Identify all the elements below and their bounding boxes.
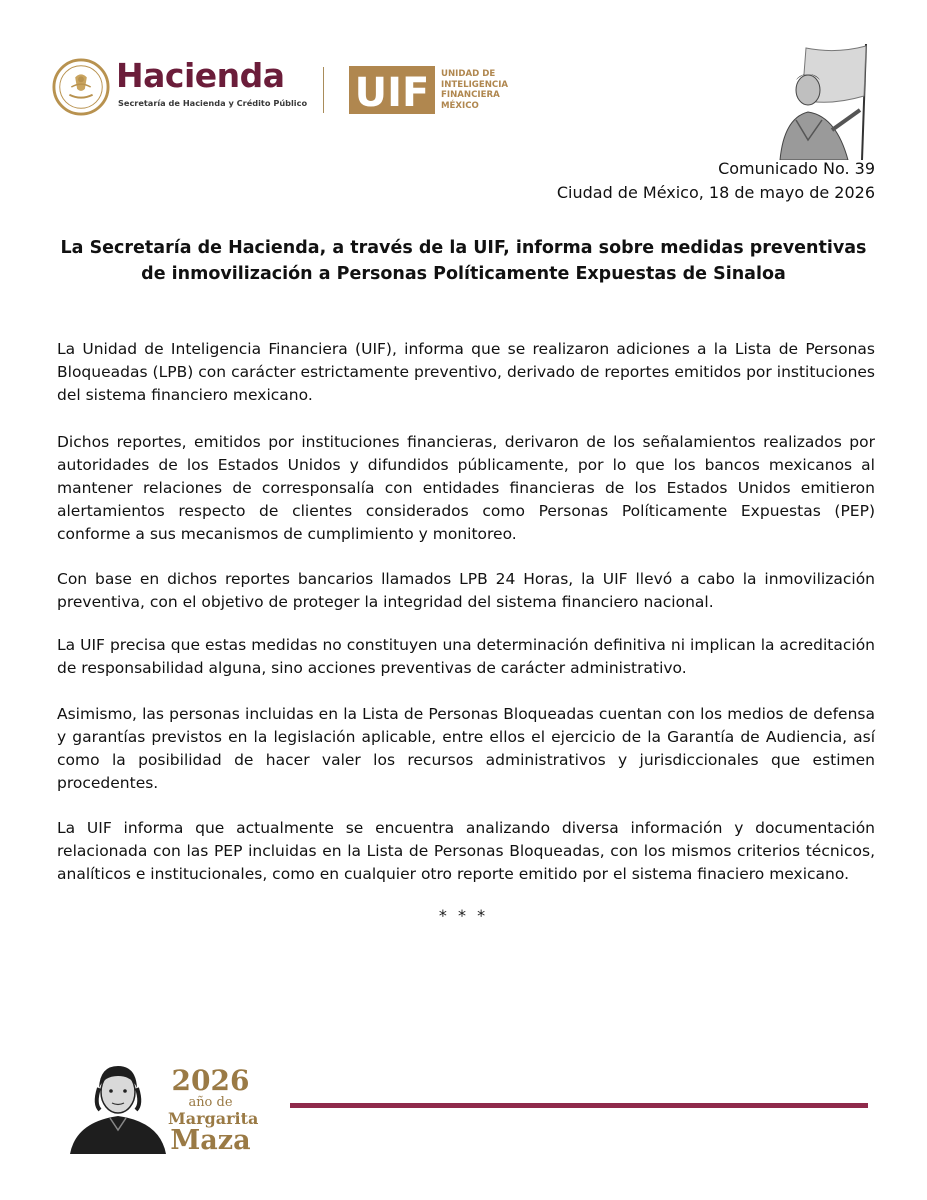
body-paragraph: Con base en dichos reportes bancarios llamados LPB 24 Horas, la UIF llevó a cabo la inmovilización preventiva, con el objetivo de proteger la integridad del sistema financiero nacional. <box>57 570 875 611</box>
document-meta <box>557 157 875 205</box>
section-separator: * * * <box>438 906 489 925</box>
document-title <box>52 235 875 287</box>
body-paragraph: Dichos reportes, emitidos por instituciones financieras, derivaron de los señalamientos realizados por autoridades de los Estados Unidos y difundidos públicamente, por lo que los bancos mexicanos al mantener relaciones de corresponsalía con entidades financieras de los Estados Unidos emitieron alertamientos respecto de clientes considerados como Personas Políticamente Expuestas (PEP) conforme a sus mecanismos de cumplimiento y monitoreo. <box>57 433 875 543</box>
uif-line: MÉXICO <box>441 100 479 111</box>
uif-line: INTELIGENCIA <box>441 79 509 90</box>
header-divider <box>323 67 324 113</box>
year-number: 2026 <box>171 1064 250 1097</box>
body-paragraph: La Unidad de Inteligencia Financiera (UIF), informa que se realizaron adiciones a la Lista de Personas Bloqueadas (LPB) con carácter estrictamente preventivo, derivado de reportes emitidos por instituciones del sistema financiero mexicano. <box>57 340 875 404</box>
flag-bearer-illustration <box>766 40 878 160</box>
footer-rule <box>290 1103 868 1108</box>
title-line: La Secretaría de Hacienda, a través de la UIF, informa sobre medidas preventivas <box>60 238 867 258</box>
hacienda-logo-text: Hacienda <box>116 56 285 95</box>
comunicado-number: Comunicado No. 39 <box>718 159 875 178</box>
national-seal-icon <box>52 58 110 116</box>
hacienda-subtitle: Secretaría de Hacienda y Crédito Público <box>118 98 308 108</box>
uif-description <box>441 69 508 111</box>
uif-line: UNIDAD DE <box>441 69 496 79</box>
honoree-first-name: Margarita <box>168 1109 259 1128</box>
title-line: de inmovilización a Personas Políticamente Expuestas de Sinaloa <box>141 264 786 284</box>
honoree-last-name: Maza <box>170 1125 251 1156</box>
body-paragraph: Asimismo, las personas incluidas en la Lista de Personas Bloqueadas cuentan con los medios de defensa y garantías previstos en la legislación aplicable, entre ellos el ejercicio de la Garantía de Audiencia, así como la posibilidad de hacer valer los recursos administrativos y jurisdiccionales que estimen procedentes. <box>57 705 875 792</box>
year-logo <box>168 1064 259 1156</box>
uif-acronym: UIF <box>354 70 430 114</box>
year-of-label: año de <box>188 1095 233 1110</box>
body-paragraph: La UIF precisa que estas medidas no constituyen una determinación definitiva ni implican la acreditación de responsabilidad alguna, sino acciones preventivas de carácter administrativo. <box>57 636 875 677</box>
place-date: Ciudad de México, 18 de mayo de 2026 <box>556 183 875 202</box>
body-paragraph: La UIF informa que actualmente se encuentra analizando diversa información y documentación relacionada con las PEP incluidas en la Lista de Personas Bloqueadas, con los mismos criterios técnicos, analíticos e institucionales, como en cualquier otro reporte emitido por el sistema finaciero mexicano. <box>57 819 875 883</box>
uif-line: FINANCIERA <box>441 90 500 100</box>
margarita-maza-portrait <box>66 1058 170 1154</box>
uif-logo <box>349 66 435 114</box>
